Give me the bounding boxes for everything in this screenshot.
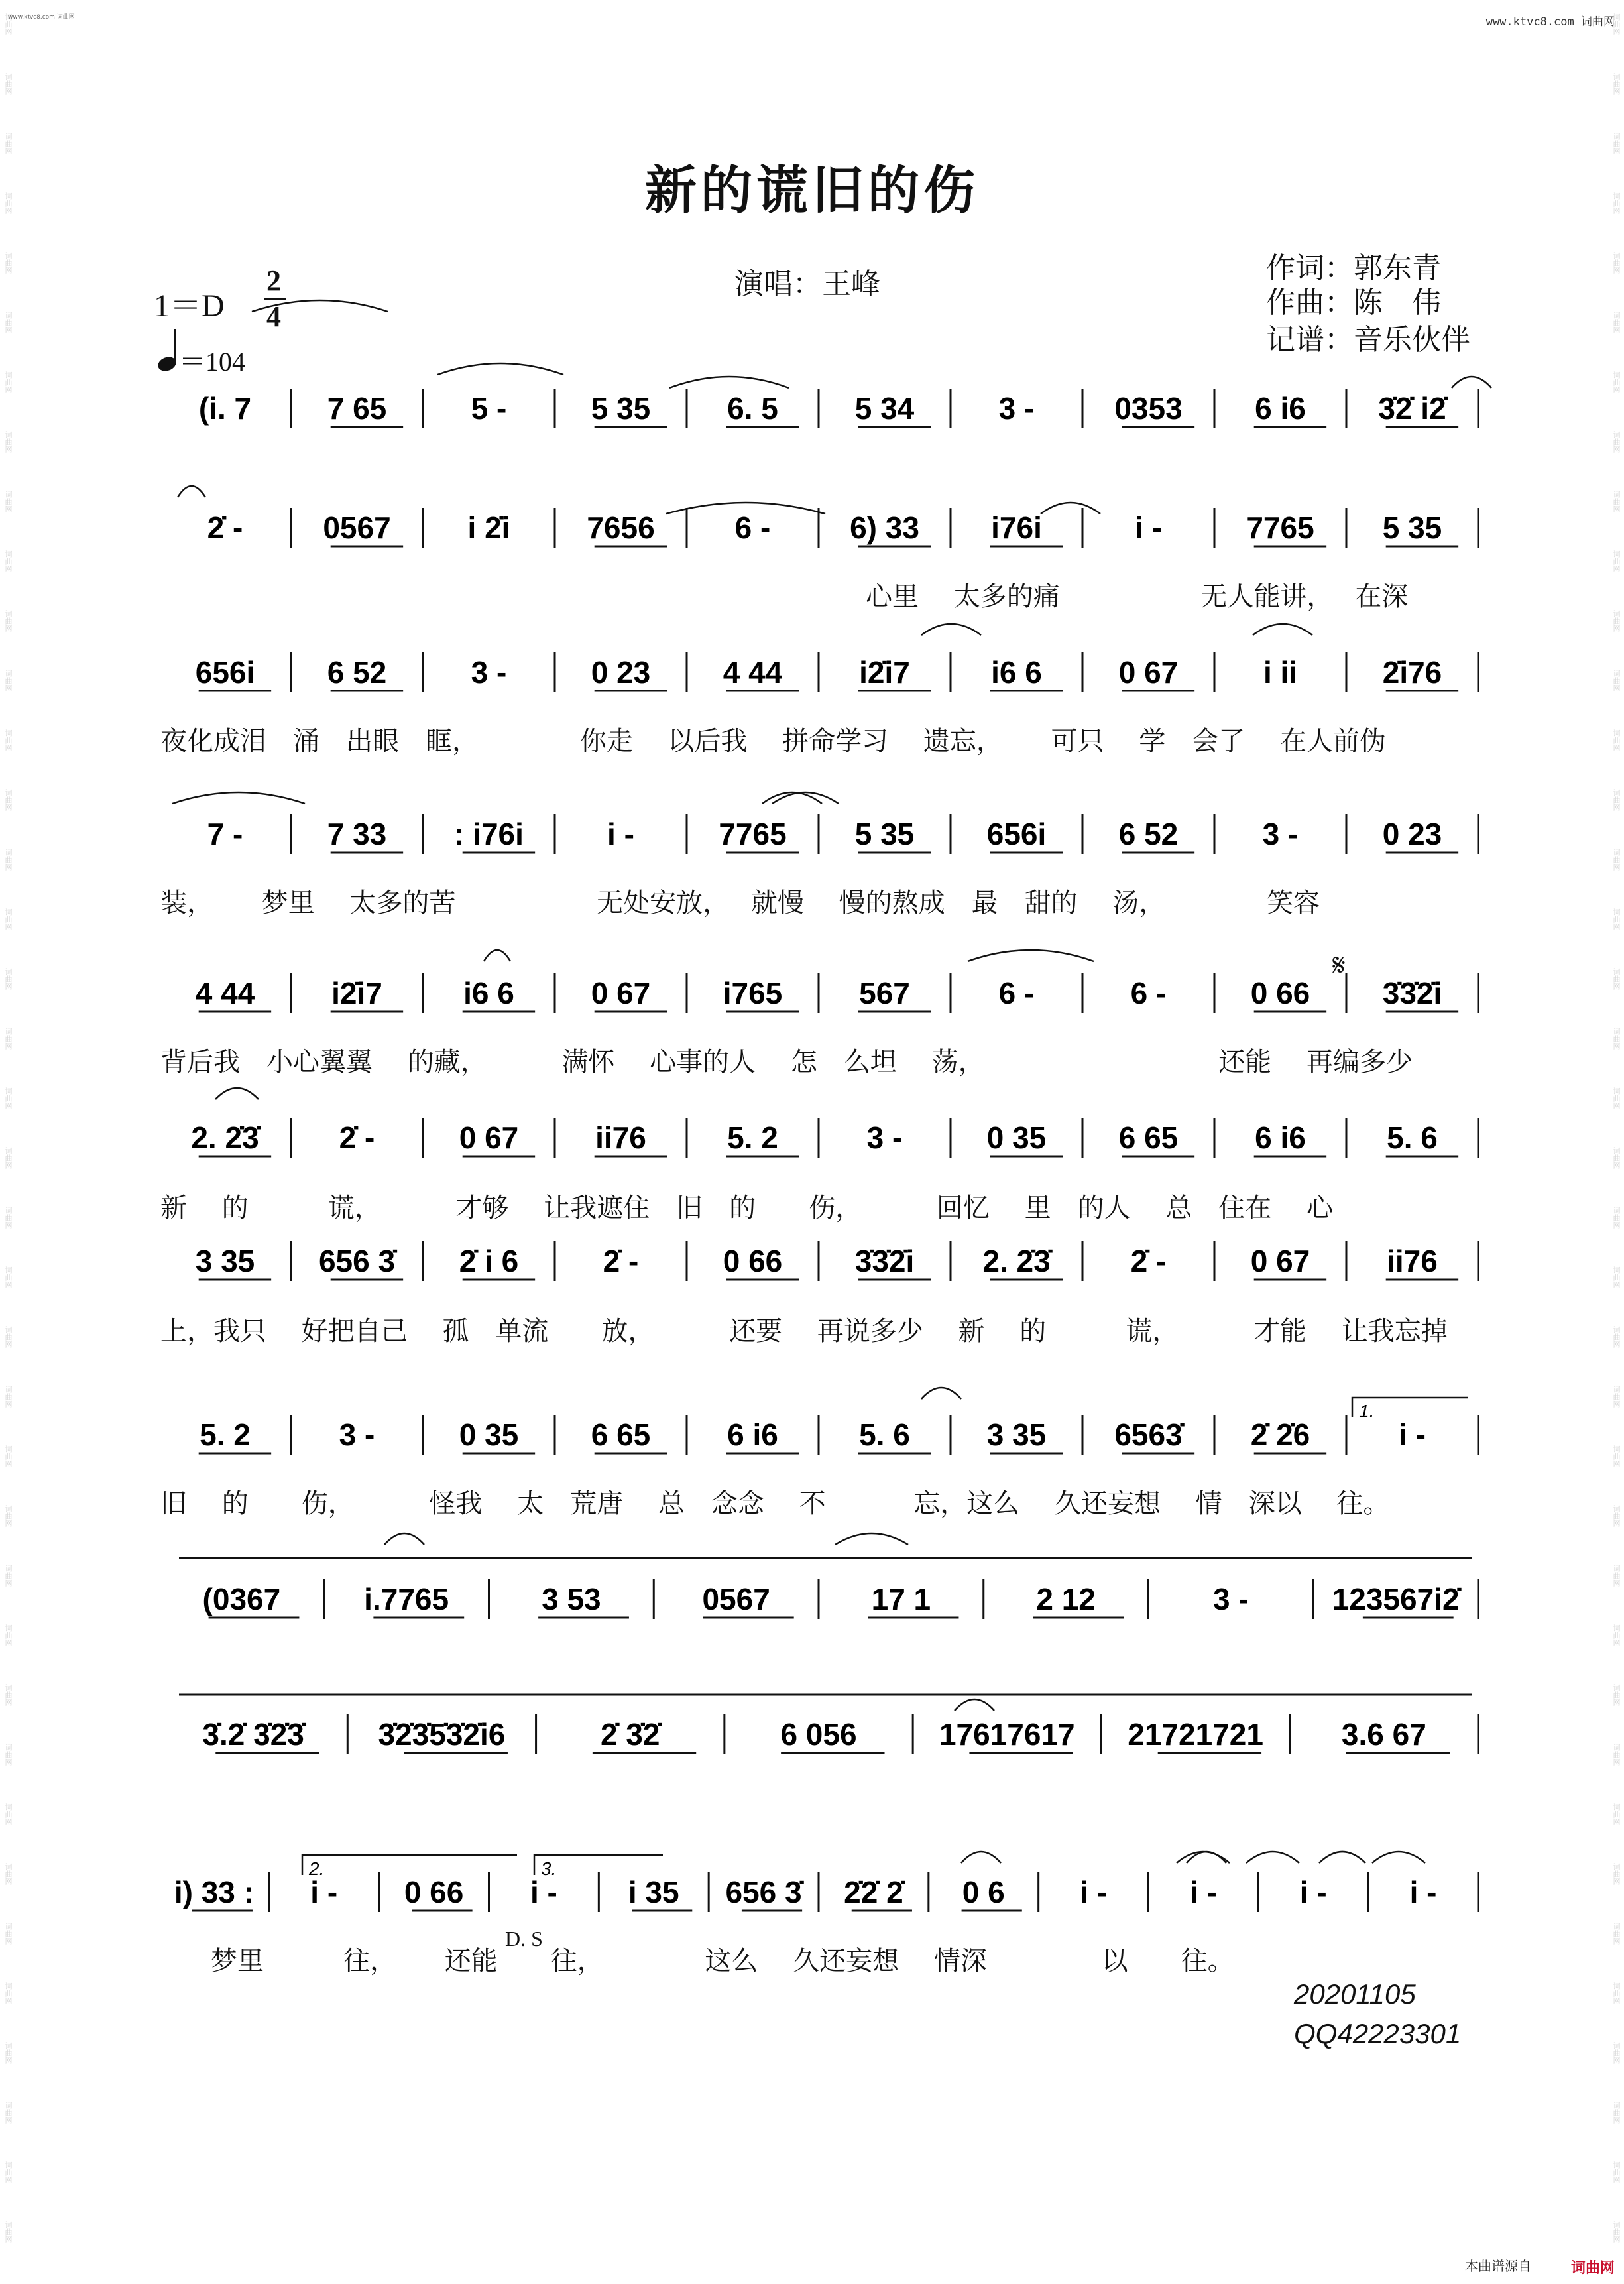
measure-notes: 6 65 (591, 1417, 651, 1452)
segno-icon: 𝄋 (1332, 947, 1346, 983)
measure-notes: 3̇2̇ i2̇ (1378, 391, 1446, 426)
measure-notes: 7765 (1246, 511, 1314, 545)
watermark-text: 词曲网 (1612, 13, 1621, 35)
measure-notes: 6 52 (327, 655, 387, 690)
measure-notes: 2 12 (1036, 1582, 1096, 1616)
slur-arc (384, 1533, 424, 1545)
watermark-text: 词曲网 (1612, 2042, 1621, 2064)
notation-row (155, 389, 1478, 428)
watermark-text: 词曲网 (1612, 1803, 1621, 1825)
watermark-text: 词曲网 (4, 2102, 13, 2124)
watermark-text: 词曲网 (1612, 1923, 1621, 1945)
watermark-text: 词曲网 (4, 1147, 13, 1169)
measure-notes: 2̇ i 6 (459, 1244, 519, 1278)
measure-notes: i - (530, 1875, 557, 1909)
watermark-text: 词曲网 (4, 968, 13, 990)
watermark-text: 词曲网 (4, 1684, 13, 1706)
measure-notes: i - (310, 1875, 338, 1909)
watermark-text: 词曲网 (4, 1624, 13, 1646)
measure-notes: 7 33 (327, 817, 387, 851)
slur-arc (1041, 503, 1100, 514)
measure-notes: 0 67 (591, 976, 651, 1010)
measure-notes: : i76i (454, 817, 524, 851)
lyric-line-3: 装， 梦里 太多的苦 无处安放， 就慢 慢的熬成 最 甜的 汤， 笑容 (160, 888, 1320, 918)
measure-notes: 7 65 (327, 391, 387, 426)
measure-notes: 3̇.2̇ 3̇2̇3̇ (202, 1717, 304, 1752)
slur-arc (955, 1699, 994, 1711)
measure-notes: 2̇ - (603, 1244, 639, 1278)
measure-notes: 3̇3̇2̇i (854, 1244, 915, 1278)
measure-notes: 6 - (734, 511, 771, 545)
volta-bracket (302, 1855, 517, 1875)
watermark-text: 词曲网 (1612, 1147, 1621, 1169)
lyric-line-6: 上，我只 好把自己 孤 单流 放， 还要 再说多少 新 的 谎， 才能 让我忘掉 (160, 1316, 1448, 1347)
watermark-text: 词曲网 (1612, 312, 1621, 333)
measure-notes: 5 34 (854, 391, 915, 426)
measure-notes: 6 - (1130, 976, 1167, 1010)
watermark-text: 词曲网 (1612, 1445, 1621, 1467)
measure-notes: 17617617 (939, 1717, 1075, 1752)
measure-notes: 3 - (998, 391, 1035, 426)
measure-notes: 5. 6 (1387, 1120, 1438, 1155)
slur-arc (1246, 1852, 1299, 1863)
measure-notes: 2̇ - (1130, 1244, 1167, 1278)
watermark-text: 词曲网 (4, 1923, 13, 1945)
slur-arc (921, 624, 981, 635)
notation-row (155, 814, 1478, 854)
measure-notes: i76i (991, 511, 1042, 545)
transcriber-label: 记谱：音乐伙伴 (1266, 323, 1470, 357)
measure-notes: 3̇2̇3̇5̇3̇2̇i6 (378, 1717, 506, 1752)
measure-notes: i2̇i7 (859, 655, 910, 690)
measure-notes: i - (607, 817, 634, 851)
measure-notes: 0 66 (723, 1244, 783, 1278)
lyric-line-4: 背后我 小心翼翼 的藏， 满怀 心事的人 怎 么坦 荡， 还能 再编多少 (160, 1047, 1413, 1077)
watermark-text: 词曲网 (4, 1386, 13, 1408)
measure-notes: 3 - (339, 1417, 375, 1452)
measure-notes: 6 i6 (1255, 391, 1306, 426)
watermark-text: 词曲网 (4, 610, 13, 632)
watermark-text: 词曲网 (4, 1565, 13, 1587)
slur-arc (968, 950, 1094, 961)
notation-row (155, 652, 1478, 692)
watermark-text: 词曲网 (1612, 73, 1621, 95)
watermark-text: 词曲网 (4, 1863, 13, 1885)
measure-notes: 656i (986, 817, 1047, 851)
measure-notes: i) 33 : (174, 1875, 254, 1909)
measure-notes: 6 - (998, 976, 1035, 1010)
date-signoff: 20201105 (1294, 1978, 1416, 2010)
composer-label: 作曲：陈 伟 (1266, 286, 1441, 320)
watermark-text: 词曲网 (4, 729, 13, 751)
measure-notes: i2̇i7 (331, 976, 382, 1010)
watermark-text: 词曲网 (1612, 1565, 1621, 1587)
slur-arc (669, 377, 789, 388)
watermark-text: 词曲网 (4, 1744, 13, 1766)
singer-label: 演唱：王峰 (734, 267, 880, 301)
measure-notes: 2. 2̇3̇ (982, 1244, 1051, 1278)
notation-row (155, 1872, 1478, 1912)
slur-arc (1319, 1852, 1365, 1863)
watermark-text: 词曲网 (4, 73, 13, 95)
footer-source-label: 本曲谱源自 (1465, 2258, 1531, 2274)
notation-row (155, 1415, 1478, 1455)
watermark-text: 词曲网 (4, 2221, 13, 2243)
watermark-text: 词曲网 (1612, 2102, 1621, 2124)
measure-notes: i6 6 (463, 976, 514, 1010)
watermark-text: 词曲网 (4, 908, 13, 930)
measure-notes: 17 1 (871, 1582, 931, 1616)
measure-notes: 0 67 (1250, 1244, 1310, 1278)
measure-notes: 0 35 (459, 1417, 519, 1452)
measure-notes: 3 - (1213, 1582, 1249, 1616)
measure-notes: 3 - (471, 655, 507, 690)
lyric-line-8: 梦里 往， 还能 往， 这么 久还妄想 情深 以 往。 (211, 1946, 1234, 1976)
measure-notes: 6 i6 (1255, 1120, 1306, 1155)
watermark-text: 词曲网 (4, 133, 13, 154)
slur-arc (921, 1388, 961, 1399)
volta-number: 1. (1359, 1401, 1375, 1421)
measure-notes: 5 35 (591, 391, 651, 426)
watermark-text: 词曲网 (1612, 1744, 1621, 1766)
measure-notes: 6) 33 (850, 511, 919, 545)
measure-notes: 6 056 (780, 1717, 857, 1752)
measure-notes: 2̇ 3̇2̇ (600, 1717, 660, 1752)
notation-row (155, 508, 1478, 548)
measure-notes: 6. 5 (727, 391, 778, 426)
measure-notes: 5 35 (854, 817, 915, 851)
measure-notes: 0 67 (459, 1120, 519, 1155)
measure-notes: 656 3̇ (725, 1875, 802, 1909)
slur-arc (835, 1533, 908, 1545)
measure-notes: i - (1135, 511, 1162, 545)
watermark-text: 词曲网 (1612, 1386, 1621, 1408)
watermark-text: 词曲网 (4, 1087, 13, 1109)
measure-notes: 0567 (323, 511, 391, 545)
watermark-text: 词曲网 (1612, 252, 1621, 274)
watermark-text: 词曲网 (4, 1326, 13, 1348)
lyricist-label: 作词：郭东青 (1266, 251, 1441, 285)
measure-notes: 3 - (866, 1120, 903, 1155)
watermark-text: 词曲网 (4, 2161, 13, 2183)
key-signature: 1＝D (154, 288, 225, 324)
lyric-line-7: 旧 的 伤， 怪我 太 荒唐 总 念念 不 忘，这么 久还妄想 情 深以 往。 (160, 1488, 1390, 1519)
measure-notes: 2̇ - (207, 511, 243, 545)
watermark-text: 词曲网 (4, 371, 13, 393)
lyric-line-5: 新 的 谎， 才够 让我遮住 旧 的 伤， 回忆 里 的人 总 住在 心 (160, 1193, 1334, 1223)
measure-notes: 123567i2̇ (1332, 1582, 1460, 1616)
measure-notes: 3 53 (542, 1582, 601, 1616)
measure-notes: 0567 (702, 1582, 770, 1616)
watermark-text: 词曲网 (4, 550, 13, 572)
measure-notes: 0 66 (1250, 976, 1310, 1010)
ds-marking: D. S (505, 1927, 543, 1951)
watermark-text: 词曲网 (4, 252, 13, 274)
watermark-text: 词曲网 (1612, 2221, 1621, 2243)
watermark-text: 词曲网 (1612, 550, 1621, 572)
watermark-text: 词曲网 (4, 2042, 13, 2064)
measure-notes: 0 35 (986, 1120, 1047, 1155)
measure-notes: 5. 6 (859, 1417, 910, 1452)
watermark-text: 词曲网 (1612, 908, 1621, 930)
measure-notes: i.7765 (364, 1582, 449, 1616)
measure-notes: ii76 (1387, 1244, 1438, 1278)
watermark-text: 词曲网 (1612, 431, 1621, 453)
watermark-text: 词曲网 (4, 312, 13, 333)
measure-notes: i - (1080, 1875, 1108, 1909)
lyric-line-1: 心里 太多的痛 无人能讲， 在深 (866, 581, 1409, 612)
measure-notes: 6 52 (1118, 817, 1179, 851)
watermark-text: 词曲网 (4, 1207, 13, 1229)
watermark-text: 词曲网 (4, 431, 13, 453)
watermark-text: 词曲网 (4, 491, 13, 512)
measure-notes: i765 (723, 976, 783, 1010)
watermark-text: 词曲网 (4, 1505, 13, 1527)
slur-arc (961, 1852, 1001, 1863)
slur-arc (172, 792, 305, 804)
qq-signoff: QQ42223301 (1294, 2018, 1462, 2049)
slur-arc (215, 1088, 259, 1099)
time-signature-top: 2 (266, 265, 281, 297)
watermark-text: 词曲网 (1612, 1207, 1621, 1229)
measure-notes: i - (1299, 1875, 1327, 1909)
measure-notes: 4 44 (195, 976, 255, 1010)
notation-row (155, 1118, 1478, 1158)
watermark-text: 词曲网 (4, 670, 13, 691)
watermark-text: 词曲网 (1612, 371, 1621, 393)
measure-notes: 7656 (587, 511, 655, 545)
measure-notes: 656 3̇ (318, 1244, 396, 1278)
measure-notes: 3̇3̇2̇i (1382, 976, 1442, 1010)
slur-arc (252, 300, 388, 312)
slur-arc (1452, 377, 1491, 388)
measure-notes: i ii (1263, 655, 1298, 690)
measure-notes: 6 i6 (727, 1417, 778, 1452)
watermark-text: 词曲网 (4, 1445, 13, 1467)
watermark-text: 词曲网 (4, 192, 13, 214)
watermark-text: 词曲网 (4, 1982, 13, 2004)
watermark-text: 词曲网 (4, 849, 13, 871)
measure-notes: (i. 7 (198, 391, 252, 426)
watermark-text: 词曲网 (4, 13, 13, 35)
measure-notes: (0367 (202, 1582, 281, 1616)
watermark-text: 词曲网 (1612, 1266, 1621, 1288)
measure-notes: 5 - (471, 391, 507, 426)
site-url: www.ktvc8.com 词曲网 (1485, 15, 1615, 29)
slur-arc (1177, 1852, 1230, 1863)
measure-notes: 2̇i76 (1382, 655, 1442, 690)
measure-notes: 2̇2̇ 2̇ (844, 1875, 903, 1909)
watermark-text: 词曲网 (1612, 729, 1621, 751)
lyric-line-2: 夜化成泪 涌 出眼 眶， 你走 以后我 拼命学习 遗忘， 可只 学 会了 在人前伪 (160, 726, 1387, 756)
notation-row (155, 1579, 1478, 1619)
slur-arc (1253, 624, 1312, 635)
measure-notes: 4 44 (723, 655, 783, 690)
measure-notes: 3 35 (986, 1417, 1047, 1452)
slur-arc (484, 950, 510, 961)
watermark-text: 词曲网 (1612, 849, 1621, 871)
volta-number: 2. (309, 1858, 325, 1879)
time-signature-bottom: 4 (266, 300, 281, 333)
measure-notes: 2̇ 2̇6 (1250, 1417, 1310, 1452)
measure-notes: 6 65 (1118, 1120, 1179, 1155)
measure-notes: 3.6 67 (1341, 1717, 1426, 1752)
watermark-text: 词曲网 (1612, 789, 1621, 811)
watermark-text: 词曲网 (1612, 1684, 1621, 1706)
slur-arc (437, 363, 563, 375)
measure-notes: 2̇ - (339, 1120, 375, 1155)
watermark-text: 词曲网 (1612, 1087, 1621, 1109)
watermark-text: 词曲网 (1612, 2161, 1621, 2183)
watermark-text: 词曲网 (1612, 133, 1621, 154)
slur-arc (1372, 1852, 1425, 1863)
song-title: 新的谎旧的伤 (644, 161, 979, 221)
measure-notes: i - (1189, 1875, 1217, 1909)
measure-notes: 2. 2̇3̇ (191, 1120, 259, 1155)
watermark-text: 词曲网 (1612, 1624, 1621, 1646)
measure-notes: 0 23 (1382, 817, 1442, 851)
site-small-text: www.ktvc8.com 词曲网 (8, 14, 75, 21)
watermark-text: 词曲网 (4, 1266, 13, 1288)
measure-notes: 5 35 (1382, 511, 1442, 545)
measure-notes: 6563̇ (1114, 1417, 1183, 1452)
notation-row (155, 1714, 1478, 1754)
notation-row (155, 973, 1478, 1013)
measure-notes: i - (1399, 1417, 1426, 1452)
measure-notes: 0 66 (404, 1875, 464, 1909)
watermark-text: 词曲网 (1612, 968, 1621, 990)
measure-notes: 0353 (1114, 391, 1183, 426)
measure-notes: 0 23 (591, 655, 651, 690)
watermark-text: 词曲网 (1612, 192, 1621, 214)
measure-notes: 5. 2 (200, 1417, 251, 1452)
watermark-text: 词曲网 (1612, 1028, 1621, 1050)
measure-notes: 0 67 (1118, 655, 1179, 690)
measure-notes: 567 (859, 976, 910, 1010)
measure-notes: i 35 (628, 1875, 679, 1909)
measure-notes: 3 - (1262, 817, 1299, 851)
slur-arc (178, 486, 205, 497)
measure-notes: 7765 (719, 817, 787, 851)
measure-notes: 0 6 (962, 1875, 1005, 1909)
measure-notes: 7 - (207, 817, 243, 851)
tempo-value: ＝104 (179, 347, 245, 377)
watermark-text: 词曲网 (4, 1803, 13, 1825)
measure-notes: i - (1409, 1875, 1437, 1909)
measure-notes: i 2̇i (467, 511, 510, 545)
measure-notes: ii76 (595, 1120, 646, 1155)
footer-site-logo[interactable]: 词曲网 (1570, 2260, 1615, 2277)
watermark-text: 词曲网 (1612, 1982, 1621, 2004)
watermark-text: 词曲网 (1612, 1326, 1621, 1348)
measure-notes: 21721721 (1128, 1717, 1263, 1752)
measure-notes: 3 35 (195, 1244, 255, 1278)
measure-notes: 5. 2 (727, 1120, 778, 1155)
measure-notes: i6 6 (991, 655, 1042, 690)
watermark-text: 词曲网 (1612, 670, 1621, 691)
watermark-text: 词曲网 (1612, 1505, 1621, 1527)
watermark-text: 词曲网 (4, 789, 13, 811)
watermark-text: 词曲网 (1612, 1863, 1621, 1885)
watermark-text: 词曲网 (1612, 610, 1621, 632)
notation-row (155, 1241, 1478, 1281)
watermark-text: 词曲网 (4, 1028, 13, 1050)
watermark-text: 词曲网 (1612, 491, 1621, 512)
volta-number: 3. (541, 1858, 557, 1879)
measure-notes: 656i (195, 655, 255, 690)
